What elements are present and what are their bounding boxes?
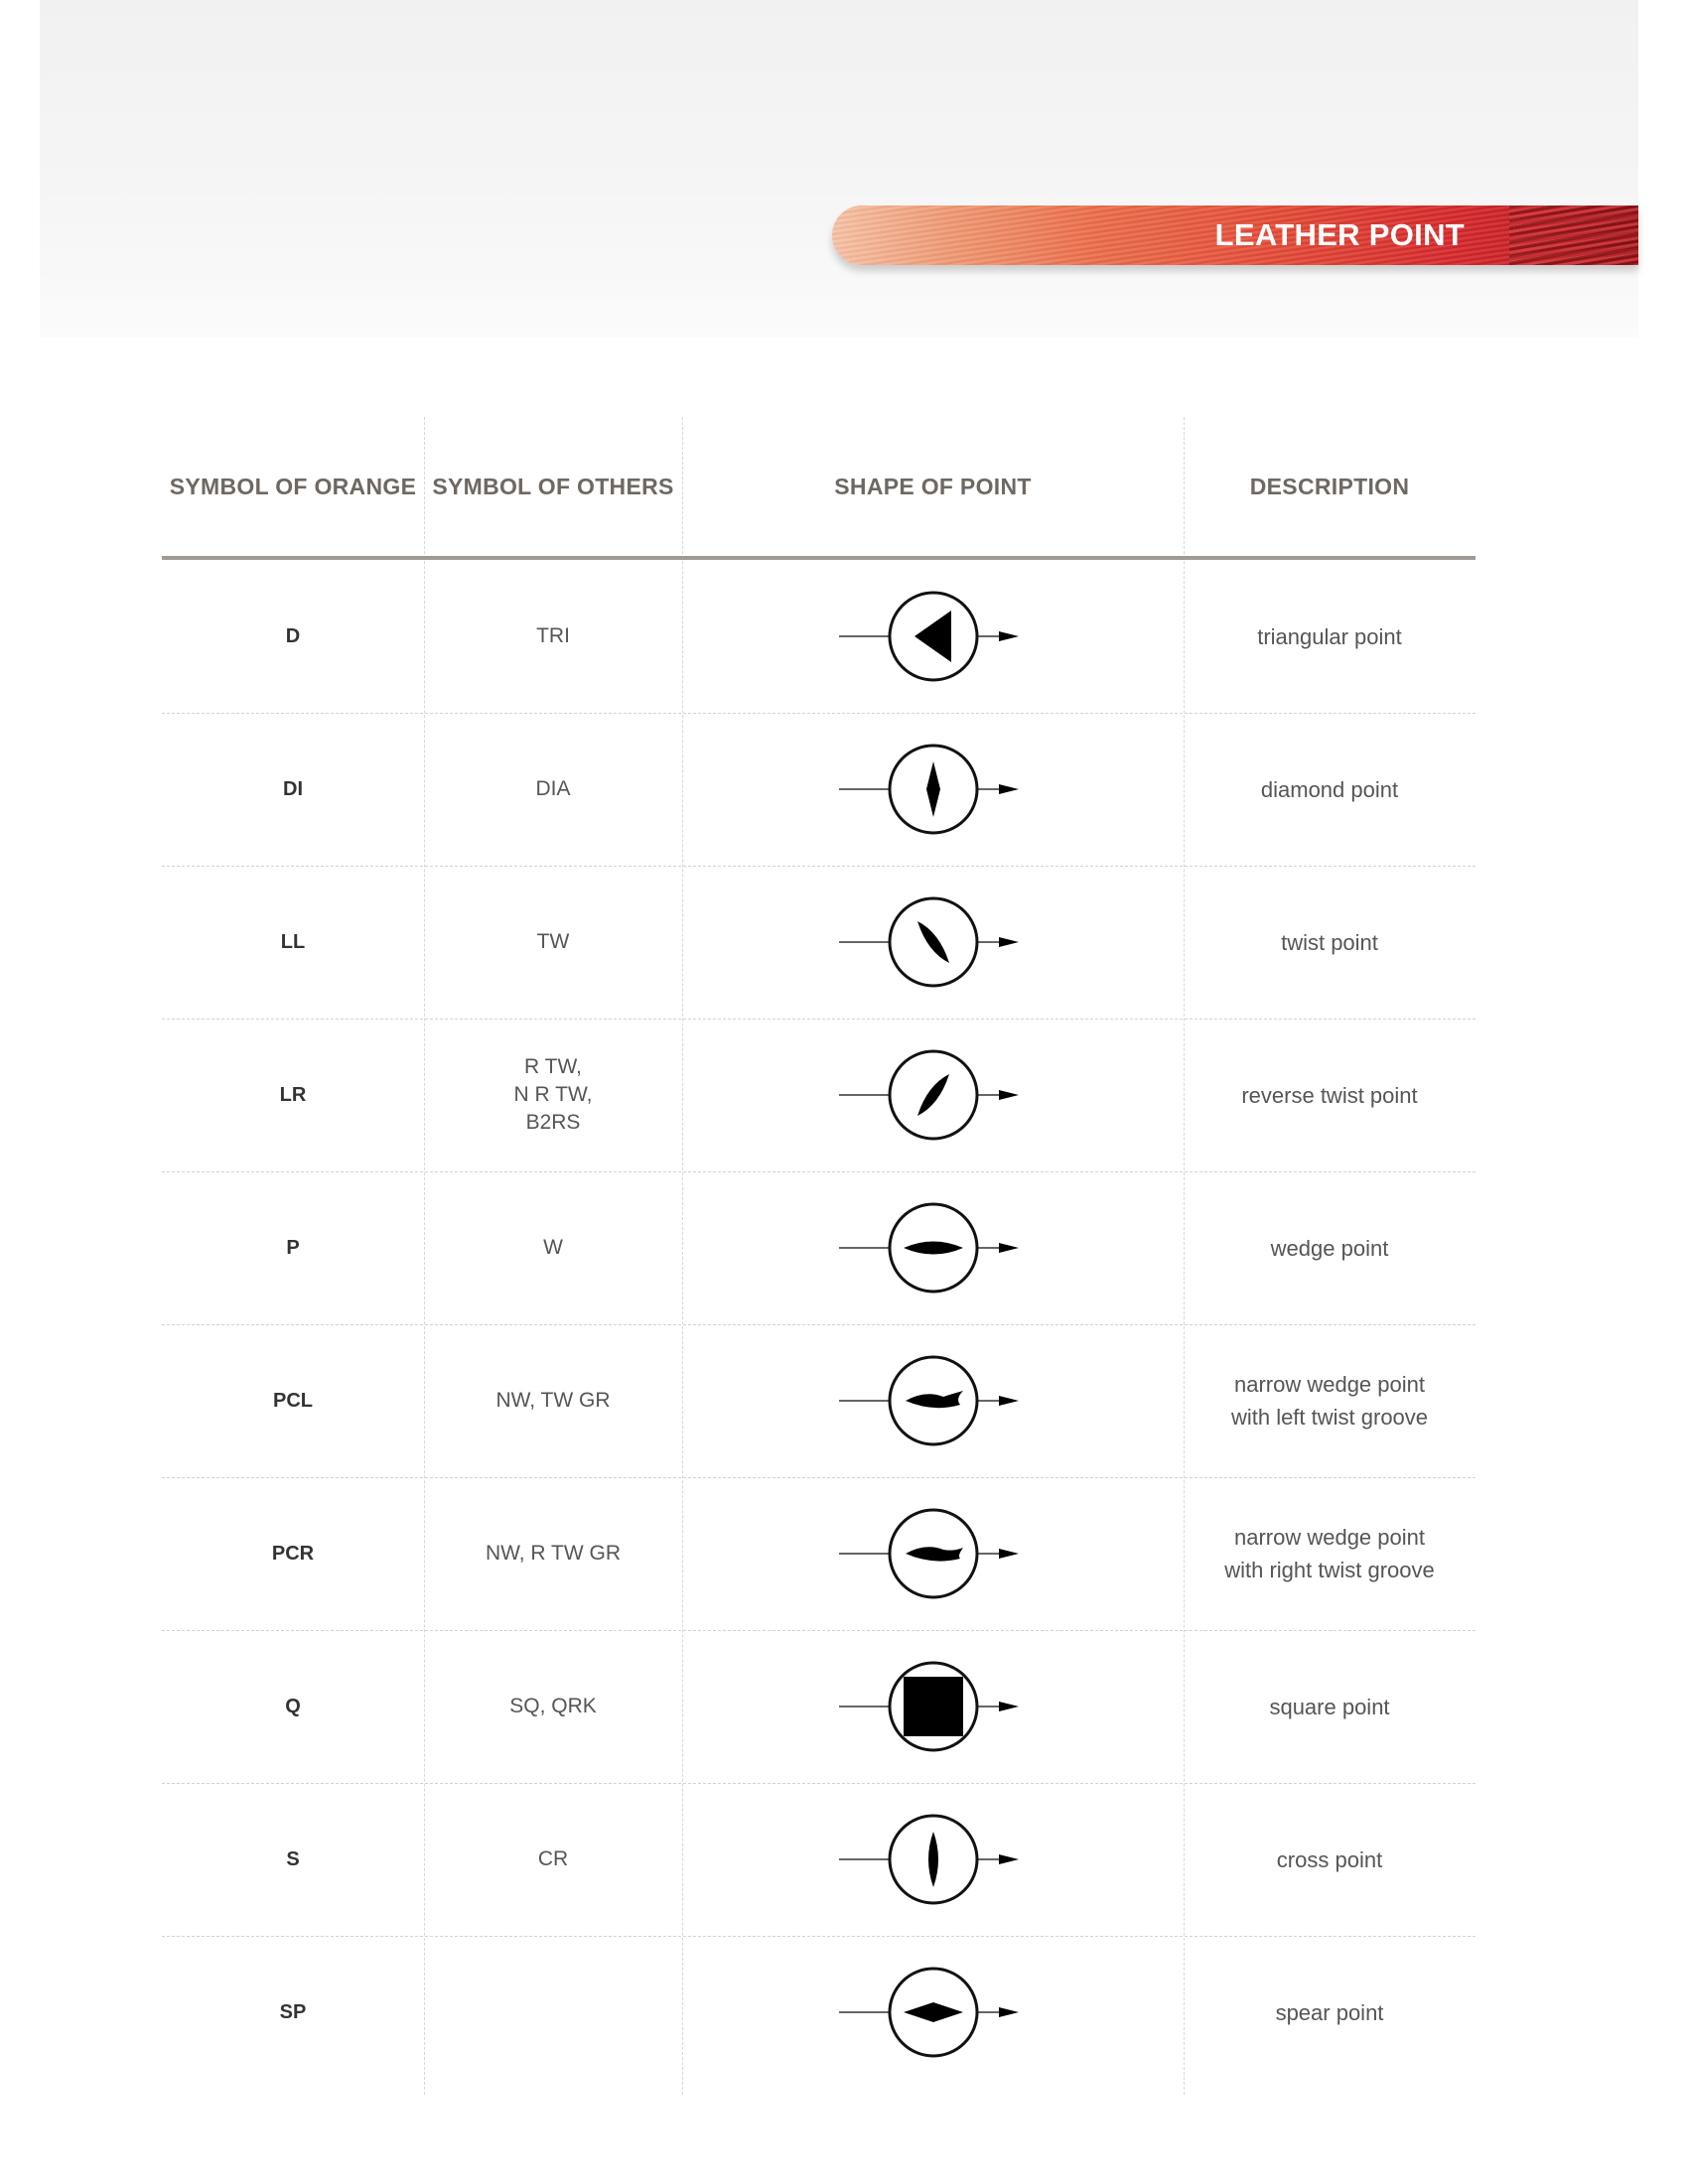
symbol-orange-cell <box>162 1630 424 1783</box>
shape-cell <box>682 1783 1184 1936</box>
symbol-others-cell-text: W <box>543 1236 563 1259</box>
symbol-others-cell <box>424 1171 682 1324</box>
symbol-others-cell-text: TRI <box>536 624 570 647</box>
description-cell <box>1184 1630 1476 1783</box>
header-shape: SHAPE OF POINT <box>834 474 1032 499</box>
symbol-others-cell <box>424 1324 682 1477</box>
shape-cell <box>682 1477 1184 1630</box>
symbol-orange-cell <box>162 1477 424 1630</box>
narrow-wedge-right-icon <box>834 1494 1033 1613</box>
banner-texture <box>1509 205 1638 265</box>
description-cell-text: narrow wedge point with right twist groove <box>1224 1525 1435 1582</box>
header-description: DESCRIPTION <box>1249 474 1410 499</box>
symbol-orange-cell-text: LR <box>279 1083 307 1106</box>
symbol-orange-cell-text: S <box>286 1847 300 1870</box>
square-icon <box>834 1647 1033 1766</box>
symbol-others-cell-text: NW, R TW GR <box>485 1542 622 1565</box>
symbol-others-cell <box>424 1630 682 1783</box>
shape-cell <box>682 866 1184 1019</box>
title-banner <box>832 205 1638 265</box>
table-row <box>162 1630 1476 1784</box>
symbol-orange-cell-text: SP <box>279 2000 307 2023</box>
table-row <box>162 1019 1476 1172</box>
symbol-others-cell <box>424 560 682 713</box>
symbol-orange-cell-text: PCL <box>273 1389 313 1412</box>
shape-cell <box>682 1171 1184 1324</box>
table-row <box>162 1936 1476 2089</box>
symbol-others-cell <box>424 1783 682 1936</box>
shape-cell <box>682 1324 1184 1477</box>
description-cell-text: diamond point <box>1260 776 1399 802</box>
table-row <box>162 1783 1476 1937</box>
symbol-orange-cell <box>162 560 424 713</box>
description-cell-text: square point <box>1269 1694 1390 1719</box>
symbol-orange-cell-text: PCR <box>271 1542 315 1565</box>
triangle-icon <box>834 577 1033 696</box>
symbol-orange-cell <box>162 1324 424 1477</box>
reverse-twist-icon <box>834 1035 1033 1155</box>
description-cell <box>1184 1019 1476 1171</box>
description-cell-text: wedge point <box>1270 1235 1389 1261</box>
shape-cell <box>682 1936 1184 2089</box>
twist-icon <box>834 883 1033 1002</box>
table-row <box>162 1477 1476 1631</box>
symbol-others-cell <box>424 866 682 1019</box>
description-cell <box>1184 1477 1476 1630</box>
symbol-others-cell-text: SQ, QRK <box>509 1695 597 1717</box>
description-cell <box>1184 1324 1476 1477</box>
table-row <box>162 1324 1476 1478</box>
symbol-orange-cell-text: D <box>285 624 301 647</box>
description-cell <box>1184 560 1476 713</box>
wedge-icon <box>834 1188 1033 1307</box>
table-row <box>162 713 1476 867</box>
symbol-orange-cell-text: Q <box>285 1695 301 1717</box>
symbol-orange-cell <box>162 1019 424 1171</box>
description-cell-text: narrow wedge point with left twist groove <box>1230 1372 1429 1430</box>
cross-icon <box>834 1800 1033 1919</box>
symbol-orange-cell <box>162 1783 424 1936</box>
symbol-others-cell-text: DIA <box>535 777 571 800</box>
description-cell-text: spear point <box>1275 1999 1384 2025</box>
symbol-others-cell <box>424 713 682 866</box>
shape-cell <box>682 1019 1184 1171</box>
description-cell-text: twist point <box>1281 929 1378 955</box>
description-cell <box>1184 1783 1476 1936</box>
shape-cell <box>682 560 1184 713</box>
description-cell-text: triangular point <box>1257 623 1402 649</box>
narrow-wedge-left-icon <box>834 1341 1033 1460</box>
description-cell-text: cross point <box>1276 1846 1383 1872</box>
description-cell <box>1184 713 1476 866</box>
table-row <box>162 1171 1476 1325</box>
spear-icon <box>834 1953 1033 2072</box>
description-cell <box>1184 866 1476 1019</box>
shape-cell <box>682 1630 1184 1783</box>
table-row <box>162 866 1476 1020</box>
header-symbol-others: SYMBOL OF OTHERS <box>432 474 674 499</box>
symbol-others-cell-text: TW <box>536 930 570 953</box>
symbol-others-cell <box>424 1936 682 2089</box>
symbol-others-cell <box>424 1019 682 1171</box>
symbol-orange-cell <box>162 866 424 1019</box>
symbol-others-cell-text: NW, TW GR <box>495 1389 611 1412</box>
description-cell <box>1184 1936 1476 2089</box>
table-header <box>162 417 1476 560</box>
description-cell <box>1184 1171 1476 1324</box>
leather-point-table <box>162 417 1476 2095</box>
symbol-orange-cell-text: P <box>286 1236 300 1259</box>
shape-cell <box>682 713 1184 866</box>
symbol-others-cell-text: R TW, N R TW, B2RS <box>513 1055 593 1134</box>
symbol-orange-cell <box>162 1936 424 2089</box>
symbol-orange-cell <box>162 1171 424 1324</box>
symbol-orange-cell-text: LL <box>280 930 306 953</box>
description-cell-text: reverse twist point <box>1241 1082 1418 1108</box>
page-title: LEATHER POINT <box>1214 217 1465 252</box>
symbol-orange-cell-text: DI <box>283 777 303 800</box>
symbol-others-cell <box>424 1477 682 1630</box>
symbol-orange-cell <box>162 713 424 866</box>
header-background <box>40 0 1638 338</box>
table-row <box>162 560 1476 714</box>
diamond-icon <box>834 730 1033 849</box>
header-symbol-orange: SYMBOL OF ORANGE <box>169 474 417 499</box>
symbol-others-cell-text: CR <box>537 1847 569 1870</box>
